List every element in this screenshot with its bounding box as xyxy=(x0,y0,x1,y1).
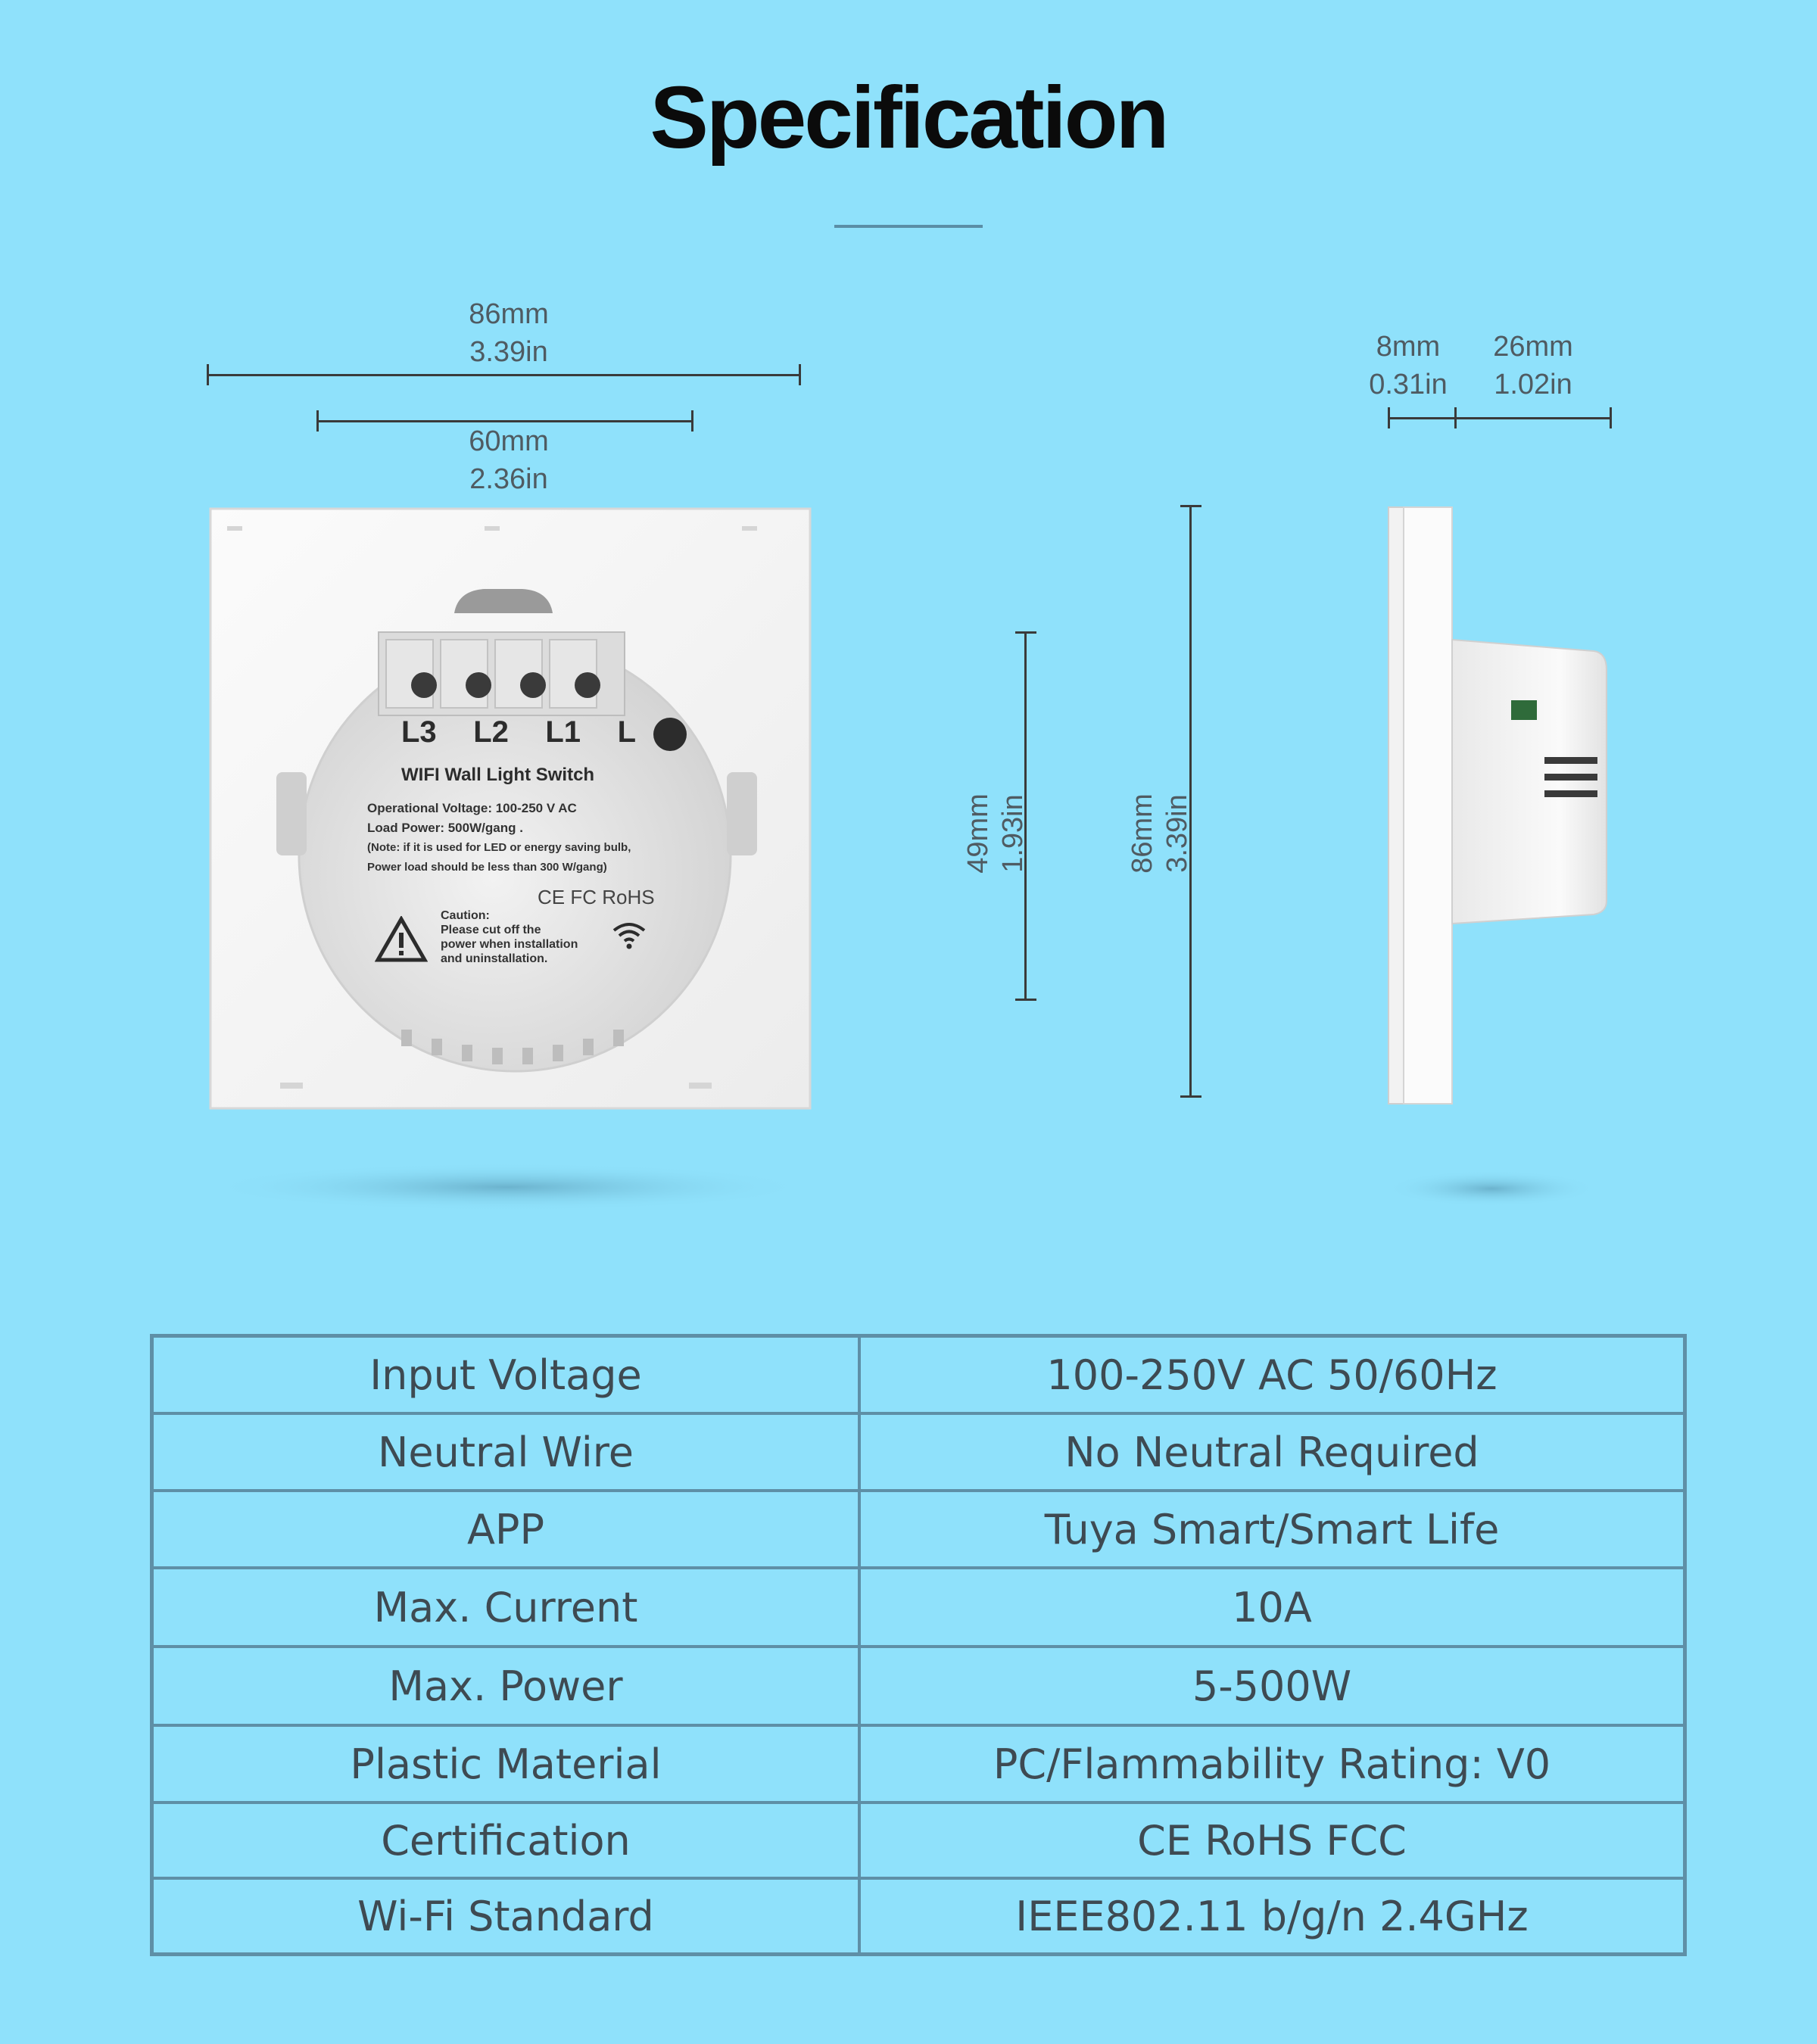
spec-label: Neutral Wire xyxy=(152,1413,860,1491)
inner-height-mm: 49mm xyxy=(962,793,994,874)
caution-title: Caution: xyxy=(441,909,490,922)
spec-label: APP xyxy=(152,1491,860,1568)
spec-value: No Neutral Required xyxy=(859,1413,1685,1491)
depth-tick xyxy=(1388,407,1390,428)
table-row xyxy=(152,1878,1685,1955)
table-row xyxy=(152,1725,1685,1803)
spec-value: CE RoHS FCC xyxy=(859,1803,1685,1878)
front-width-tick xyxy=(207,364,209,385)
body-depth-label xyxy=(1473,328,1594,404)
inner-width-tick xyxy=(691,410,693,432)
table-row xyxy=(152,1413,1685,1491)
spec-label: Max. Power xyxy=(152,1647,860,1725)
switch-side-view xyxy=(1378,500,1620,1211)
caution-line: and uninstallation. xyxy=(441,952,548,965)
depth-tick xyxy=(1610,407,1612,428)
spec-table xyxy=(150,1334,1687,1956)
spec-value: 10A xyxy=(859,1568,1685,1647)
caution-text xyxy=(441,908,578,966)
front-height-mm: 86mm xyxy=(1127,793,1158,874)
cert-marks: CE FC RoHS xyxy=(538,886,655,908)
table-row xyxy=(152,1491,1685,1568)
terminal-l3: L3 xyxy=(401,715,437,749)
inner-width-label xyxy=(433,422,584,498)
terminal-labels xyxy=(401,715,636,749)
inner-height-tick xyxy=(1015,999,1036,1001)
inner-width-tick xyxy=(316,410,319,432)
front-height-label xyxy=(1125,758,1195,909)
front-height-tick xyxy=(1180,1095,1201,1098)
inner-width-in: 2.36in xyxy=(469,463,548,495)
caution-line: power when installation xyxy=(441,938,578,951)
inner-height-label xyxy=(961,758,1030,909)
table-row xyxy=(152,1647,1685,1725)
page-title: Specification xyxy=(650,68,1167,167)
front-height-tick xyxy=(1180,505,1201,507)
spec-label: Plastic Material xyxy=(152,1725,860,1803)
spec-label: Certification xyxy=(152,1803,860,1878)
spec-label: Input Voltage xyxy=(152,1336,860,1414)
terminal-l: L xyxy=(617,715,636,749)
depth-line xyxy=(1388,417,1612,419)
product-specs-text xyxy=(367,799,700,877)
spec-value: 5-500W xyxy=(859,1647,1685,1725)
plate-depth-label xyxy=(1348,328,1469,404)
body-depth-in: 1.02in xyxy=(1494,369,1572,400)
product-spec-line: Load Power: 500W/gang . xyxy=(367,821,523,835)
spec-value: PC/Flammability Rating: V0 xyxy=(859,1725,1685,1803)
front-width-line xyxy=(207,374,801,376)
front-width-label xyxy=(433,295,584,371)
front-height-in: 3.39in xyxy=(1161,794,1193,873)
spec-value: 100-250V AC 50/60Hz xyxy=(859,1336,1685,1414)
table-row xyxy=(152,1336,1685,1414)
spec-label: Max. Current xyxy=(152,1568,860,1647)
table-row xyxy=(152,1803,1685,1878)
terminal-l1: L1 xyxy=(545,715,581,749)
front-width-in: 3.39in xyxy=(469,336,548,368)
front-width-tick xyxy=(799,364,801,385)
spec-label: Wi-Fi Standard xyxy=(152,1878,860,1955)
inner-height-tick xyxy=(1015,631,1036,634)
body-depth-mm: 26mm xyxy=(1493,331,1573,363)
warning-icon xyxy=(375,916,428,963)
product-spec-line: Operational Voltage: 100-250 V AC xyxy=(367,801,577,815)
product-spec-line: (Note: if it is used for LED or energy saving bulb, xyxy=(367,841,631,854)
title-divider xyxy=(834,225,983,228)
inner-height-in: 1.93in xyxy=(997,794,1029,873)
terminal-l2: L2 xyxy=(473,715,509,749)
product-name: WIFI Wall Light Switch xyxy=(401,765,595,785)
depth-tick xyxy=(1454,407,1457,428)
wifi-icon xyxy=(612,920,647,950)
caution-line: Please cut off the xyxy=(441,924,541,936)
front-width-mm: 86mm xyxy=(469,298,549,330)
spec-value: IEEE802.11 b/g/n 2.4GHz xyxy=(859,1878,1685,1955)
plate-depth-in: 0.31in xyxy=(1369,369,1448,400)
inner-width-mm: 60mm xyxy=(469,425,549,457)
spec-value: Tuya Smart/Smart Life xyxy=(859,1491,1685,1568)
table-row xyxy=(152,1568,1685,1647)
plate-depth-mm: 8mm xyxy=(1376,331,1441,363)
product-spec-line: Power load should be less than 300 W/gang) xyxy=(367,861,607,874)
